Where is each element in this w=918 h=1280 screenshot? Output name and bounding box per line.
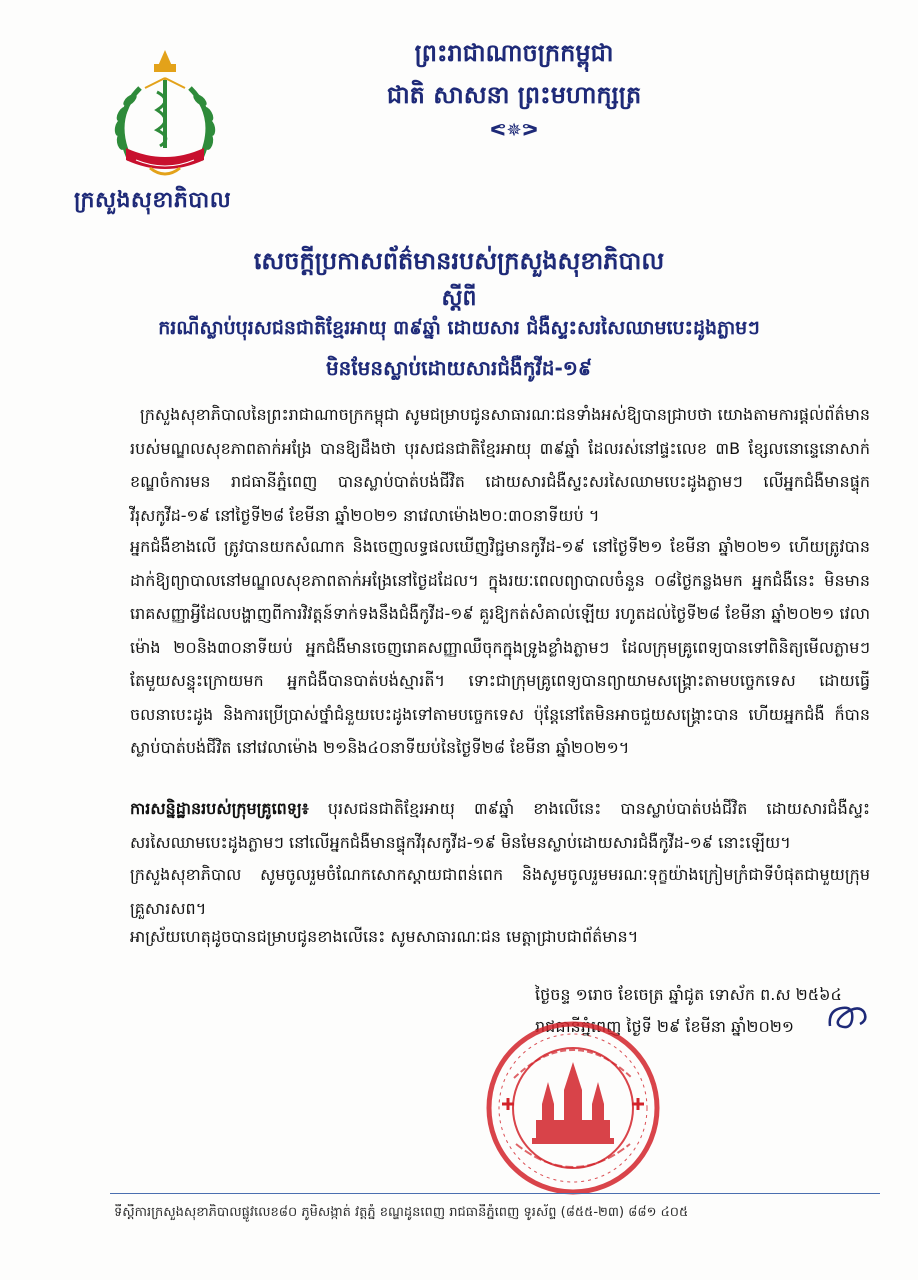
- ministry-name: ក្រសួងសុខាភិបាល: [74, 188, 232, 213]
- paragraph-2: អ្នកជំងឺខាងលើ ត្រូវបានយកសំណាក និងចេញលទ្ធផលឃើញវិជ្ជមានកូវីដ-១៩ នៅថ្ងៃទី២១ ខែមីនា ឆ្នាំ២០២១ ហើយត្រូវបានដាក់ឱ្យព្យាបាលនៅមណ្ឌលសុខភាពតាក់អង្រែនៅថ្ងៃដដែល។ ក្នុងរយៈពេលព្យាបាលចំនួន ០៨ថ្ងៃកន្លងមក អ្នកជំងឺនេះ មិនមានរោគសញ្ញាអ្វីដែលបង្ហាញពីការវិវត្តន៍ទាក់ទងនឹងជំងឺកូវីដ-១៩ គួរឱ្យកត់សំគាល់ឡើយ រហូតដល់ថ្ងៃទី២៨ ខែមីនា ឆ្នាំ២០២១ វេលាម៉ោង ២០និង៣០នាទីយប់ អ្នកជំងឺមានចេញរោគសញ្ញាឈឺចុកក្នុងទ្រូងខ្លាំងភ្លាមៗ ដែលក្រុមគ្រូពេទ្យបានទៅពិនិត្យមើលភ្លាមៗ តែមួយសន្ទុះក្រោយមក អ្នកជំងឺបានបាត់បង់ស្មារតី។ ទោះជាក្រុមគ្រូពេទ្យបានព្យាយាមសង្គ្រោះតាមបច្ចេកទេស ដោយធ្វើចលនាបេះដូង និងការប្រើប្រាស់ថ្នាំជំនួយបេះដូងទៅតាមបច្ចេកទេស ប៉ុន្តែនៅតែមិនអាចជួយសង្គ្រោះបាន ហើយអ្នកជំងឺ ក៏បានស្លាប់បាត់បង់ជីវិត នៅវេលាម៉ោង ២១និង៤០នាទីយប់នៃថ្ងៃទី២៨ ខែមីនា ឆ្នាំ២០២១។: [130, 537, 870, 757]
- official-seal-icon: [484, 1020, 662, 1196]
- paragraph-conclusion: [130, 792, 870, 859]
- paragraph-1: ក្រសួងសុខាភិបាលនៃព្រះរាជាណាចក្រកម្ពុជា សូមជម្រាបជូនសាធារណៈជនទាំងអស់ឱ្យបានជ្រាបថា យោងតាមការផ្តល់ព័ត៌មានរបស់មណ្ឌលសុខភាពតាក់អង្រែ បានឱ្យដឹងថា បុរសជនជាតិខ្មែរអាយុ ៣៩ឆ្នាំ ដែលរស់នៅផ្ទះលេខ ៣B ខ្សែលនោន្ទេនោសាក់ ខណ្ឌចំការមន រាជធានីភ្នំពេញ បានស្លាប់បាត់បង់ជីវិត ដោយសារជំងឺស្ទះសរសៃឈាមបេះដូងភ្លាមៗ លើអ្នកជំងឺមានផ្ទុកវីរុសកូវីដ-១៩ នៅថ្ងៃទី២៨ ខែមីនា ឆ្នាំ២០២១ នាវេលាម៉ោង២០:៣០នាទីយប់ ។: [130, 405, 870, 525]
- kingdom-title: ព្រះរាជាណាចក្រកម្ពុជា: [414, 39, 614, 67]
- paragraph-condolence: ក្រសួងសុខាភិបាល សូមចូលរួមចំណែកសោកស្តាយជាពន់ពេក និងសូមចូលរួមមរណៈទុក្ខយ៉ាងក្រៀមក្រំជាទីបំផុតជាមួយក្រុមគ្រួសារសព។: [130, 865, 870, 918]
- footer-address: ទីស្តីការក្រសួងសុខាភិបាលផ្លូវលេខ៨០ ភូមិសង្កាត់ វត្តភ្នំ ខណ្ឌដូនពេញ រាជធានីភ្នំពេញ ទូរស័ព្ទ (៨៥៥-២៣) ៨៨១ ៤០៥: [114, 1205, 689, 1220]
- announcement-subject-continued: មិនមែនស្លាប់ដោយសារជំងឺកូវីដ-១៩: [325, 356, 593, 380]
- announcement-title: សេចក្តីប្រកាសព័ត៌មានរបស់ក្រសួងសុខាភិបាល: [253, 247, 665, 275]
- solar-date: រាជធានីភ្នំពេញ ថ្ងៃទី ២៩ ខែមីនា ឆ្នាំ២០២១: [535, 1017, 795, 1036]
- conclusion-text: បុរសជនជាតិខ្មែរអាយុ ៣៩ឆ្នាំ ខាងលើនេះ បានស្លាប់បាត់បង់ជីវិត ដោយសារជំងឺស្ទះសរសៃឈាមបេះដូងភ្លាមៗ នៅលើអ្នកជំងឺមានផ្ទុកវីរុសកូវីដ-១៩ មិនមែនស្លាប់ដោយសារជំងឺកូវីដ-១៩ នោះឡើយ។: [130, 799, 870, 852]
- signature-icon: [824, 1000, 870, 1034]
- motto-ornament: ᕙ✵ᕗ: [489, 120, 539, 141]
- national-motto: ជាតិ សាសនា ព្រះមហាក្សត្រ: [386, 81, 642, 109]
- paragraph-closing: អាស្រ័យហេតុដូចបានជម្រាបជូនខាងលើនេះ សូមសាធារណៈជន មេត្តាជ្រាបជាព័ត៌មាន។: [130, 927, 639, 946]
- footer-divider: [110, 1193, 880, 1194]
- announcement-subject-label: ស្តីពី: [441, 286, 477, 311]
- conclusion-label: ការសន្និដ្ឋានរបស់ក្រុមគ្រូពេទ្យ៖: [130, 799, 309, 818]
- lunar-date: ថ្ងៃចន្ទ ១រោច ខែចេត្រ ឆ្នាំជូត ទោស័ក ព.ស ២៥៦៤: [535, 985, 842, 1004]
- announcement-subject: ករណីស្លាប់បុរសជនជាតិខ្មែរអាយុ ៣៩ឆ្នាំ ដោយសារ ជំងឺស្ទះសរសៃឈាមបេះដូងភ្លាមៗ: [158, 317, 760, 339]
